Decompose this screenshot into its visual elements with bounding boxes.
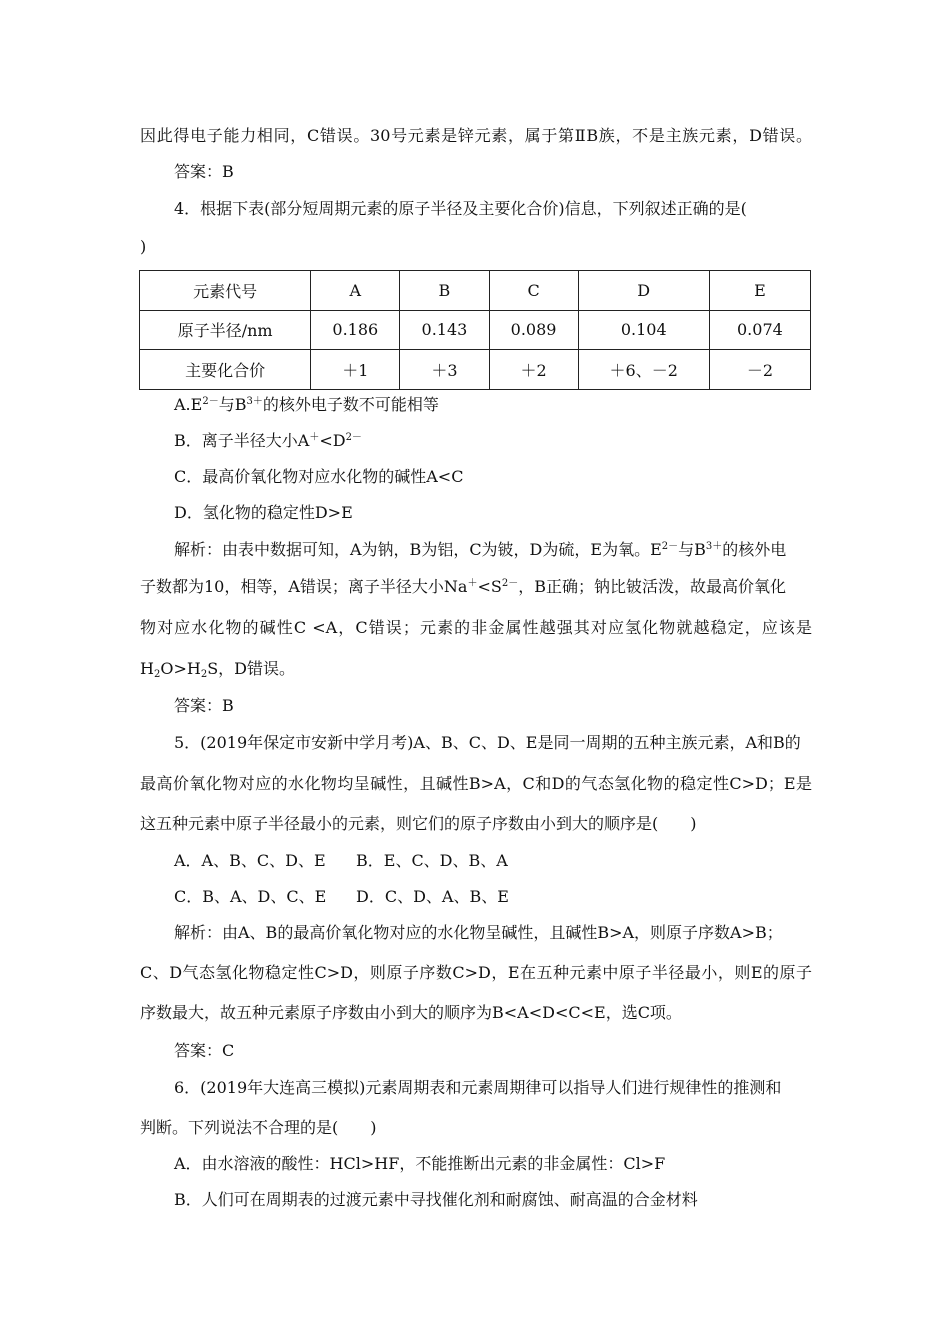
question-5-options: A．A、B、C、D、E B．E、C、D、B、A bbox=[174, 851, 508, 870]
table-cell: 0.104 bbox=[578, 310, 709, 350]
table-cell: 0.089 bbox=[489, 310, 578, 350]
question-6-line: 判断。下列说法不合理的是( ) bbox=[140, 1118, 377, 1137]
table-cell: ＋2 bbox=[489, 350, 578, 390]
table-cell: 原子半径/nm bbox=[140, 310, 311, 350]
answer-line: 答案：B bbox=[174, 162, 234, 181]
table-cell: 主要化合价 bbox=[140, 350, 311, 390]
question-4-stem: 4．根据下表(部分短周期元素的原子半径及主要化合价)信息，下列叙述正确的是( bbox=[174, 199, 747, 218]
table-row bbox=[140, 271, 811, 311]
table-cell: 元素代号 bbox=[140, 271, 311, 311]
analysis-5-line: 解析：由A、B的最高价氧化物对应的水化物呈碱性，且碱性B>A，则原子序数A>B； bbox=[174, 923, 783, 942]
question-5-options: C．B、A、D、C、E D．C、D、A、B、E bbox=[174, 887, 509, 906]
table-row bbox=[140, 350, 811, 390]
table-cell: ＋3 bbox=[400, 350, 489, 390]
table-cell: B bbox=[400, 271, 489, 311]
table-row bbox=[140, 310, 811, 350]
question-4-option-c: C．最高价氧化物对应水化物的碱性A<C bbox=[174, 467, 464, 486]
analysis-4-line: 解析：由表中数据可知，A为钠，B为铝，C为铍，D为硫，E为氧。$E^{2-}$与$B^{3+}$的核外电 bbox=[174, 540, 787, 559]
table-cell: －2 bbox=[709, 350, 810, 390]
table-cell: E bbox=[709, 271, 810, 311]
analysis-4-line: 物对应水化物的碱性C <A，C错误；元素的非金属性越强其对应氢化物就越稳定，应该是 bbox=[140, 618, 812, 637]
table-cell: 0.143 bbox=[400, 310, 489, 350]
question-4-option-a: $A.E^{2-}$与$B^{3+}$的核外电子数不可能相等 bbox=[174, 395, 439, 414]
analysis-5-line: 序数最大，故五种元素原子序数由小到大的顺序为B<A<D<C<E，选C项。 bbox=[140, 1003, 682, 1022]
table-cell: A bbox=[311, 271, 400, 311]
question-4-option-b: B．离子半径大小$A^+<D^{2-}$ bbox=[174, 431, 362, 450]
answer-line: 答案：B bbox=[174, 696, 234, 715]
table-cell: D bbox=[578, 271, 709, 311]
table-cell: 0.186 bbox=[311, 310, 400, 350]
question-5-line: 5．(2019年保定市安新中学月考)A、B、C、D、E是同一周期的五种主族元素，A和B的 bbox=[174, 733, 801, 752]
table-cell: ＋6、－2 bbox=[578, 350, 709, 390]
question-4-option-d: D．氢化物的稳定性D>E bbox=[174, 503, 353, 522]
question-6-option-b: B．人们可在周期表的过渡元素中寻找催化剂和耐腐蚀、耐高温的合金材料 bbox=[174, 1190, 698, 1209]
table-cell: C bbox=[489, 271, 578, 311]
question-5-line: 这五种元素中原子半径最小的元素，则它们的原子序数由小到大的顺序是( ) bbox=[140, 814, 697, 833]
element-info-table bbox=[139, 270, 811, 390]
analysis-4-line: 子数都为10，相等，A错误；离子半径大小$Na^+<S^{2-}$，B正确；钠比铍活泼，故最高价氧化 bbox=[140, 577, 786, 596]
analysis-5-line: C、D气态氢化物稳定性C>D，则原子序数C>D，E在五种元素中原子半径最小，则E的原子 bbox=[140, 963, 812, 982]
table-cell: 0.074 bbox=[709, 310, 810, 350]
analysis-4-line: $H_2O>H_2S$，D错误。 bbox=[140, 659, 295, 680]
question-5-line: 最高价氧化物对应的水化物均呈碱性，且碱性B>A，C和D的气态氢化物的稳定性C>D；E是 bbox=[140, 774, 812, 793]
question-6-line: 6．(2019年大连高三模拟)元素周期表和元素周期律可以指导人们进行规律性的推测和 bbox=[174, 1078, 782, 1097]
answer-line: 答案：C bbox=[174, 1041, 235, 1060]
question-4-paren: ) bbox=[140, 237, 147, 256]
paragraph-line: 因此得电子能力相同，C错误。30号元素是锌元素，属于第ⅡB族，不是主族元素，D错误。 bbox=[140, 126, 812, 145]
table-cell: ＋1 bbox=[311, 350, 400, 390]
question-6-option-a: A．由水溶液的酸性：HCl>HF，不能推断出元素的非金属性：Cl>F bbox=[174, 1154, 666, 1173]
